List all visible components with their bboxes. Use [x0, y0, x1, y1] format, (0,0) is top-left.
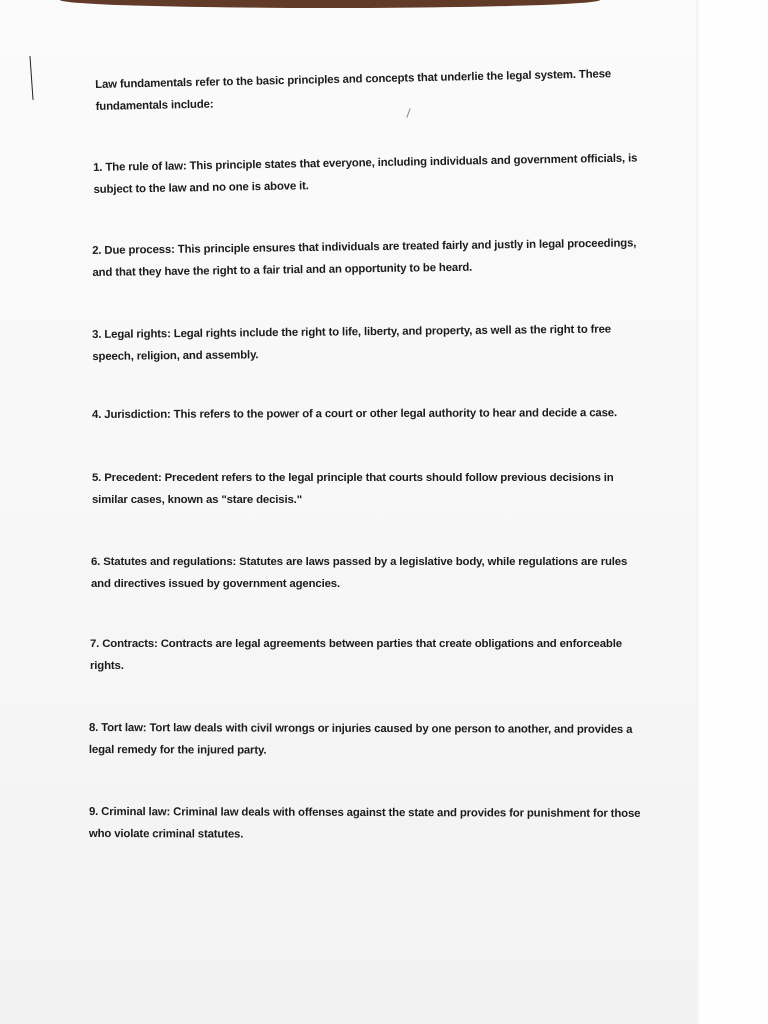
- pen-margin-mark: [29, 56, 33, 100]
- list-item-precedent: 5. Precedent: Precedent refers to the legal principle that courts should follow previous decisions in similar cases, known as "stare decisis.": [92, 472, 614, 506]
- top-edge-shadow: [60, 0, 600, 8]
- list-item-jurisdiction: 4. Jurisdiction: This refers to the power of a court or other legal authority to hear and decide a case.: [92, 407, 618, 421]
- list-item-criminal-law: 9. Criminal law: Criminal law deals with offenses against the state and provides for punishment for those who violate criminal statutes.: [88, 806, 641, 841]
- list-item-legal-rights: 3. Legal rights: Legal rights include the right to life, liberty, and property, as well as the right to free speech, religion, and assembly.: [92, 323, 611, 363]
- list-item-rule-of-law: 1. The rule of law: This principle states that everyone, including individuals and government officials, is subject to the law and no one is above it.: [93, 152, 638, 196]
- list-item-statutes-regulations: 6. Statutes and regulations: Statutes are laws passed by a legislative body, while regulations are rules and directives issued by government agencies.: [91, 556, 628, 590]
- list-item-tort-law: 8. Tort law: Tort law deals with civil wrongs or injuries caused by one person to another, and provides a legal remedy for the injured party.: [88, 722, 633, 757]
- list-item-due-process: 2. Due process: This principle ensures that individuals are treated fairly and justly in legal proceedings, and that they have the right to a fair trial and an opportunity to be heard.: [92, 237, 637, 279]
- background-surface: [696, 0, 768, 1024]
- intro-paragraph: Law fundamentals refer to the basic principles and concepts that underlie the legal system. These fundamentals include:: [95, 68, 612, 113]
- list-item-contracts: 7. Contracts: Contracts are legal agreements between parties that create obligations and enforceable rights.: [90, 638, 622, 672]
